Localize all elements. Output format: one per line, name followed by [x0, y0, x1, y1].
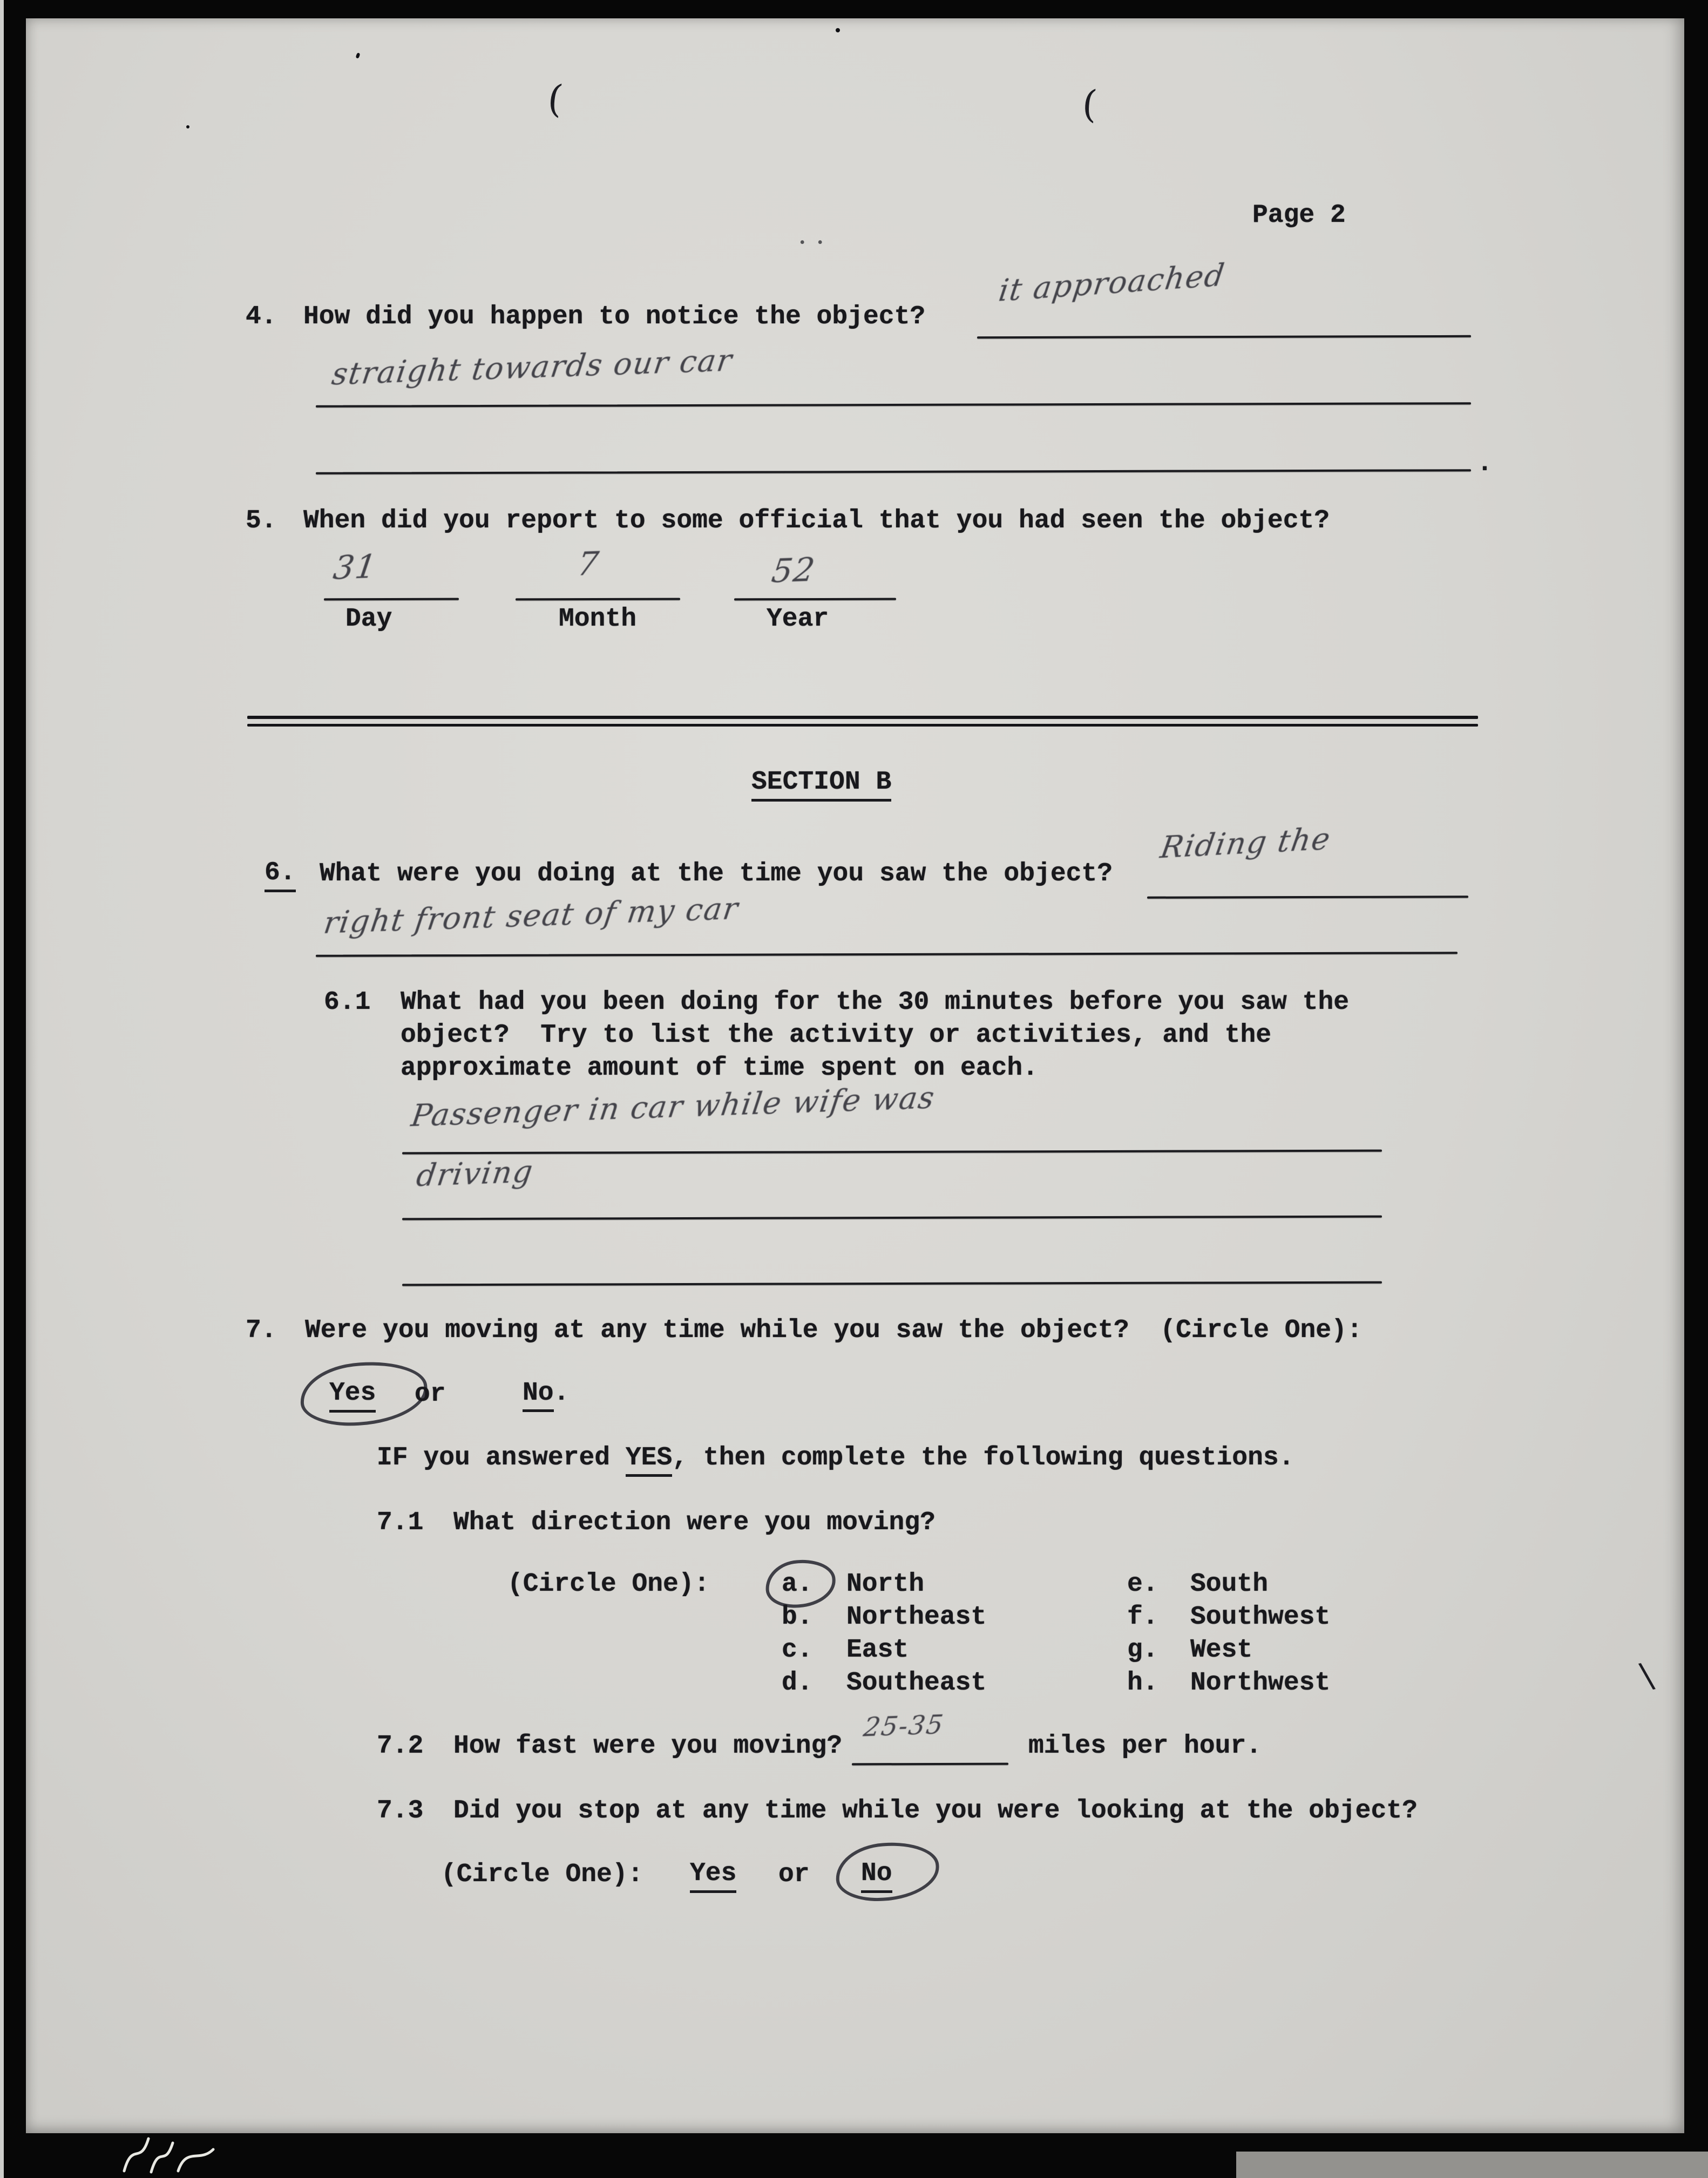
q7-3-question: Did you stop at any time while you were looking at the object?: [453, 1796, 1418, 1826]
q7-no-period: .: [553, 1379, 570, 1408]
q6-answer-handwriting-2: right front seat of my car: [321, 891, 741, 941]
q7-1-option-f-letter: f.: [1127, 1603, 1158, 1632]
q6-answer-handwriting-1: Riding the: [1158, 821, 1334, 866]
q7-1-option-g-label: West: [1190, 1636, 1253, 1665]
q7-option-yes: Yes: [329, 1379, 376, 1413]
q7-if-suffix: , then complete the following questions.: [672, 1443, 1294, 1473]
q5-year-handwriting: 52: [769, 551, 818, 591]
scan-artifact-paren-left: (: [545, 76, 565, 122]
q7-1-option-g-letter: g.: [1127, 1636, 1158, 1665]
q7-1-question: What direction were you moving?: [453, 1508, 936, 1537]
q7-1-option-b-letter: b.: [782, 1603, 813, 1632]
q6-1-answer-handwriting-1: Passenger in car while wife was: [409, 1080, 938, 1134]
q7-3-or-label: or: [778, 1860, 810, 1889]
q6-question: What were you doing at the time you saw the object?: [320, 859, 1113, 888]
scanner-edge-strip: [0, 0, 4, 2178]
q7-1-option-f-label: Southwest: [1190, 1603, 1331, 1632]
q6-number: 6.: [265, 858, 296, 892]
q7-1-number: 7.1: [377, 1508, 424, 1537]
q5-month-line: [516, 598, 680, 601]
q7-2-answer-underline: [852, 1763, 1008, 1766]
q7-2-question: How fast were you moving?: [453, 1732, 843, 1761]
q5-month-label: Month: [559, 605, 637, 634]
q7-1-option-h-label: Northwest: [1190, 1668, 1331, 1698]
scan-speck: [186, 125, 189, 128]
scan-artifact-scribble: [119, 2133, 297, 2176]
scan-artifact-edge-mark: \: [1637, 1655, 1657, 1697]
q7-if-line: [377, 1443, 1294, 1473]
q7-question: Were you moving at any time while you saw the object? (Circle One):: [305, 1316, 1363, 1345]
q7-1-option-h-letter: h.: [1127, 1668, 1158, 1698]
scan-artifact-paren-right: (: [1081, 82, 1099, 127]
section-b-heading: SECTION B: [751, 768, 891, 802]
page-number: Page 2: [1252, 201, 1346, 230]
q7-1-option-e-label: South: [1190, 1570, 1269, 1599]
q7-1-option-d-label: Southeast: [846, 1668, 987, 1698]
q7-3-option-yes: Yes: [690, 1859, 736, 1893]
q7-number: 7.: [246, 1316, 277, 1345]
q5-question: When did you report to some official that you had seen the object?: [303, 506, 1330, 535]
q4-trailing-period: .: [1477, 449, 1493, 478]
q4-question: How did you happen to notice the object?: [303, 302, 926, 331]
scan-speck: [836, 28, 840, 32]
q5-day-label: Day: [345, 605, 392, 634]
q7-3-option-no: No: [861, 1859, 892, 1893]
section-divider-bottom: [247, 724, 1478, 727]
q7-1-option-e-letter: e.: [1127, 1570, 1158, 1599]
q7-no-word: No: [523, 1379, 554, 1412]
q5-year-label: Year: [767, 605, 829, 634]
q4-number: 4.: [246, 302, 277, 331]
q7-1-option-a-label: North: [846, 1570, 925, 1599]
q7-3-number: 7.3: [377, 1796, 424, 1826]
q6-1-answer-handwriting-2: driving: [414, 1154, 536, 1193]
q6-1-line2: object? Try to list the activity or activities, and the: [401, 1021, 1272, 1050]
q6-1-line3: approximate amount of time spent on each.: [401, 1054, 1038, 1083]
q7-1-circle-one-label: (Circle One):: [507, 1570, 710, 1599]
q7-1-option-c-letter: c.: [782, 1636, 813, 1665]
q7-2-number: 7.2: [377, 1732, 424, 1761]
section-divider-top: [247, 716, 1478, 719]
q4-answer-handwriting-2: straight towards our car: [329, 342, 735, 392]
q7-if-prefix: IF you answered: [377, 1443, 626, 1473]
q7-3-circle-one-label: (Circle One):: [441, 1860, 643, 1889]
q7-if-yes: YES: [626, 1443, 672, 1477]
q7-1-option-b-label: Northeast: [846, 1603, 987, 1632]
q4-answer-handwriting-1: it approached: [996, 257, 1228, 309]
q7-or-label: or: [415, 1380, 446, 1409]
q5-day-line: [324, 598, 459, 601]
q7-1-option-a-letter: a.: [782, 1570, 813, 1599]
q5-day-handwriting: 31: [331, 547, 380, 587]
q5-year-line: [734, 598, 896, 601]
q7-1-option-d-letter: d.: [782, 1668, 813, 1698]
q7-2-answer-handwriting: 25-35: [862, 1709, 946, 1743]
q7-2-suffix: miles per hour.: [1028, 1732, 1262, 1761]
scanner-bottom-patch: [1236, 2152, 1708, 2178]
q7-1-option-c-label: East: [846, 1636, 909, 1665]
q5-month-handwriting: 7: [575, 545, 602, 583]
q7-option-no: [523, 1379, 569, 1408]
scan-artifact-dots: · ·: [798, 227, 825, 259]
q6-1-number: 6.1: [324, 988, 371, 1017]
q5-number: 5.: [246, 506, 277, 535]
q6-1-line1: What had you been doing for the 30 minutes before you saw the: [401, 988, 1350, 1017]
